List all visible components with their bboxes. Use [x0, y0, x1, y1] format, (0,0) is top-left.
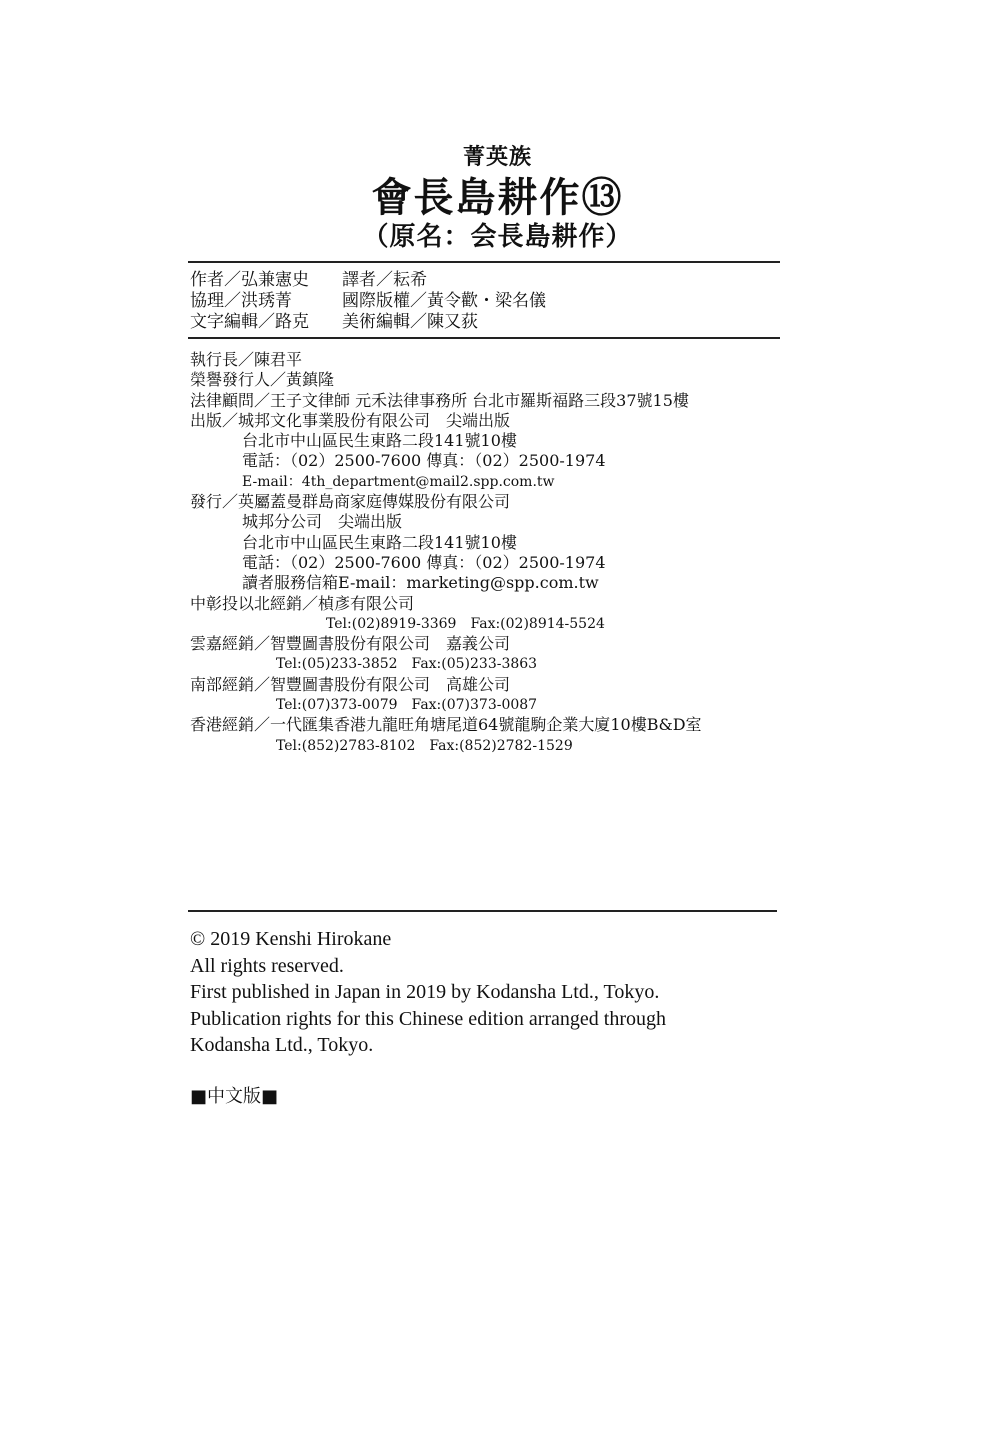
info-publisher-email: E-mail：4th_department@mail2.spp.com.tw [242, 473, 555, 490]
info-north-distributor: 中彰投以北經銷／楨彥有限公司 [190, 593, 415, 613]
info-distributor-branch: 城邦分公司 尖端出版 [242, 512, 403, 532]
info-legal-counsel: 法律顧問／王子文律師 元禾法律事務所 台北市羅斯福路三段37號15樓 [190, 390, 689, 410]
publisher-imprint: 菁英族 [462, 145, 532, 170]
divider-middle [188, 337, 780, 339]
info-south-contact: Tel:(07)373-0079 Fax:(07)373-0087 [276, 697, 538, 714]
info-hongkong-distributor: 香港經銷／一代匯集香港九龍旺角塘尾道64號龍駒企業大廈10樓B&D室 [190, 715, 702, 735]
arranged-through-line: Kodansha Ltd., Tokyo. [190, 1034, 374, 1056]
credit-text-editor: 文字編輯／路克 [190, 312, 309, 332]
info-publisher: 出版／城邦文化事業股份有限公司 尖端出版 [190, 410, 511, 430]
info-reader-service-email: 讀者服務信箱E-mail：marketing@spp.com.tw [242, 573, 599, 593]
info-distributor: 發行／英屬蓋曼群島商家庭傳媒股份有限公司 [190, 492, 511, 512]
info-north-contact: Tel:(02)8919-3369 Fax:(02)8914-5524 [326, 615, 605, 632]
credits-block [190, 270, 546, 333]
divider-top [188, 261, 780, 263]
credit-row [190, 291, 546, 312]
credit-author: 作者／弘兼憲史 [190, 270, 309, 290]
info-distributor-address: 台北市中山區民生東路二段141號10樓 [242, 532, 517, 552]
info-chiayi-distributor: 雲嘉經銷／智豐圖書股份有限公司 嘉義公司 [190, 634, 511, 654]
rights-reserved-line: All rights reserved. [190, 954, 344, 977]
original-title: （原名：会長島耕作） [362, 222, 633, 252]
copyright-line: © 2019 Kenshi Hirokane [190, 928, 392, 950]
info-publisher-phone: 電話：（02）2500-7600 傳真：（02）2500-1974 [242, 451, 606, 471]
credit-translator: 譯者／耘希 [342, 270, 427, 290]
info-distributor-phone: 電話：（02）2500-7600 傳真：（02）2500-1974 [242, 552, 606, 572]
credit-rights: 國際版權／黃令歡・梁名儀 [342, 291, 546, 311]
info-chiayi-contact: Tel:(05)233-3852 Fax:(05)233-3863 [276, 656, 538, 673]
book-title: 會長島耕作⑬ [371, 175, 624, 221]
publication-rights-line: Publication rights for this Chinese edition arranged through [190, 1007, 667, 1030]
publication-info [190, 350, 702, 756]
info-south-distributor: 南部經銷／智豐圖書股份有限公司 高雄公司 [190, 674, 511, 694]
copyright-block [190, 926, 666, 1059]
info-ceo: 執行長／陳君平 [190, 350, 303, 369]
info-hongkong-contact: Tel:(852)2783-8102 Fax:(852)2782-1529 [276, 737, 573, 754]
divider-bottom [188, 910, 777, 912]
info-honorary-publisher: 榮譽發行人／黃鎮隆 [190, 370, 335, 390]
info-publisher-address: 台北市中山區民生東路二段141號10樓 [242, 431, 517, 451]
credit-manager: 協理／洪琇菁 [190, 291, 292, 311]
credit-row [190, 270, 546, 291]
credit-art-editor: 美術編輯／陳又荻 [342, 312, 478, 332]
edition-label: ■中文版■ [190, 1086, 279, 1107]
credit-row [190, 312, 546, 333]
first-published-line: First published in Japan in 2019 by Kodansha Ltd., Tokyo. [190, 981, 660, 1003]
